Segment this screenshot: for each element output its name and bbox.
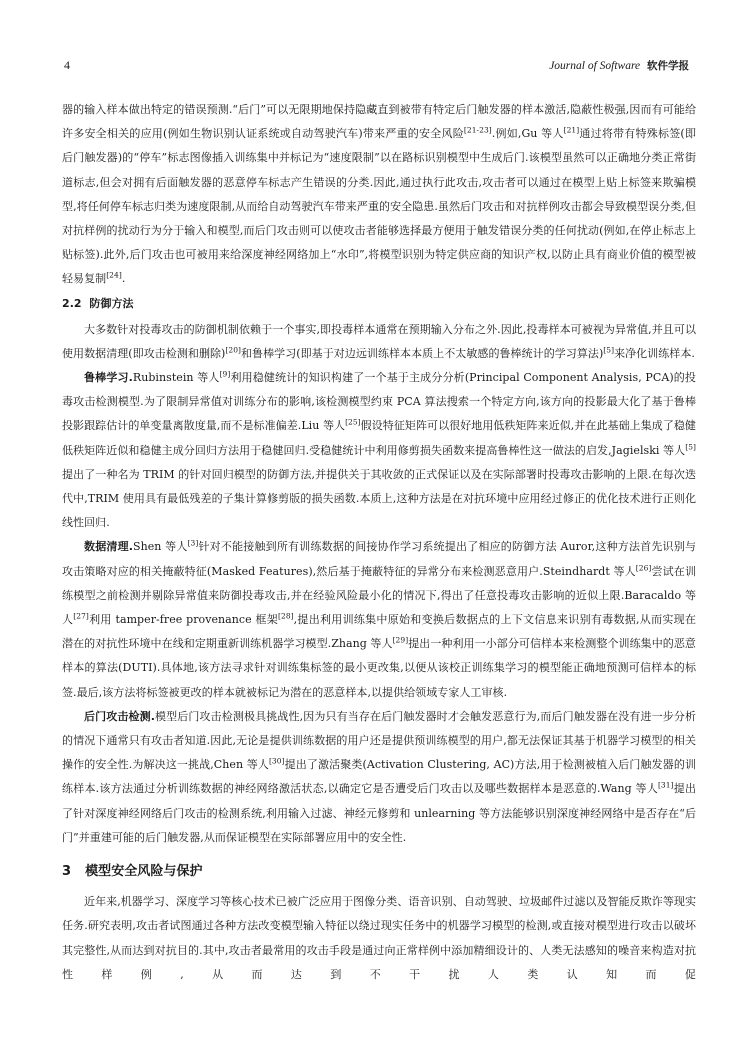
- citation: [31]: [657, 780, 674, 790]
- section-title: 模型安全风险与保护: [85, 864, 203, 880]
- subsection-title: 防御方法: [89, 296, 134, 310]
- text-run: 来净化训练样本.: [614, 346, 695, 360]
- text-run: 模型后门攻击检测极具挑战性,因为只有当存在后门触发器时才会触发恶意行为,而后门触发器在没有进一步分析的情况下通常只有攻击者知道.因此,无论是提供训练数据的用户还是提供预训练模型的用户,都无法保证其基于机器学习模型的相关操作的安全性.为解决这一挑战,Chen 等人: [62, 709, 697, 772]
- text-run: 提出了一种名为 TRIM 的针对回归模型的防御方法,并提供关于其收敛的正式保证以及在实际部署时投毒攻击影响的上限.在每次迭代中,TRIM 使用具有最低残差的子集计算修剪版的损失函数.本质上,这种方法是在对抗环境中应用经过修正的优化技术进行正则化线性回归.: [62, 467, 696, 530]
- run-in-heading: 鲁棒学习.: [84, 371, 133, 385]
- citation: [21-23]: [463, 125, 492, 135]
- run-in-heading: 后门攻击检测.: [84, 709, 155, 723]
- citation: [20]: [225, 345, 241, 355]
- text-run: 针对不能接触到所有训练数据的间接协作学习系统提出了相应的防御方法 Auror,这种方法首先识别与攻击策略对应的相关掩蔽特征(Masked Features),然后基于掩蔽特征的异常分布来检测恶意用户.Steindhardt 等人: [62, 540, 697, 578]
- text-run: 利用 tamper-free provenance 框架: [88, 613, 279, 627]
- paragraph-backdoor-detection: [62, 705, 696, 850]
- citation: [5]: [603, 345, 615, 355]
- text-run: 器的输入样本做出特定的错误预测.“后门”可以无限期地保持隐藏直到被带有特定后门触发器的样本激活,隐蔽性极强,因而有可能给许多安全相关的应用(例如生物识别认证系统或自动驾驶汽车)带来严重的安全风险: [62, 103, 696, 141]
- text-run: 提出了激活聚类(Activation Clustering, AC)方法,用于检测被植入后门触发器的训练样本.该方法通过分析训练数据的神经网络激活状态,以确定它是否遭受后门攻击以及哪些数据样本是恶意的.Wang 等人: [62, 758, 697, 796]
- paragraph-model-security: [62, 890, 696, 987]
- page-number: 4: [64, 58, 70, 72]
- journal-title-en: Journal of Software: [549, 60, 641, 72]
- paragraph-backdoor-intro: [62, 98, 696, 292]
- text-run: 利用稳健统计的知识构建了一个基于主成分分析(Principal Component Analysis, PCA)的投毒攻击检测模型.为了限制异常值对训练分布的影响,该检测模型约束 PCA 算法搜索一个特定方向,该方向的投影最大化了基于鲁棒投影跟踪估计的单变量离散度量,而不是标准偏差.Liu 等人: [62, 371, 696, 433]
- text-run: .例如,Gu 等人: [491, 127, 564, 141]
- citation: [30]: [268, 756, 285, 766]
- journal-title-cn: 软件学报: [647, 60, 689, 72]
- citation: [29]: [392, 635, 409, 645]
- paragraph-robust-learning: [62, 366, 696, 535]
- citation: [5]: [685, 441, 696, 451]
- paragraph-defense-overview: [62, 318, 696, 366]
- text-run: Shen 等人: [133, 540, 188, 554]
- text-run: 尝试在训练模型之前检测并剔除异常值来防御投毒攻击,并在经验风险最小化的情况下,得出了任意投毒攻击影响的近似上限.Baracaldo 等人: [62, 564, 697, 627]
- citation: [28]: [278, 611, 294, 621]
- text-run: 大多数针对投毒攻击的防御机制依赖于一个事实,即投毒样本通常在预期输入分布之外.因此,投毒样本可被视为异常值,并且可以使用数据清理(即攻击检测和删除): [62, 322, 696, 360]
- citation: [3]: [187, 538, 199, 548]
- text-run: 假设特征矩阵可以很好地用低秩矩阵来近似,并在此基础上集成了稳健低秩矩阵近似和稳健主成分回归方法用于稳健回归.受稳健统计中利用修剪损失函数来提高鲁棒性这一做法的启发,Jagielski 等人: [62, 419, 696, 457]
- paragraph-data-sanitization: [62, 535, 696, 704]
- text-run: ,提出利用训练集中原始和变换后数据点的上下文信息来识别有毒数据,从而实现在潜在的对抗性环境中在线和定期重新训练机器学习模型.Zhang 等人: [62, 613, 697, 651]
- text-run: Rubinstein 等人: [132, 371, 220, 385]
- citation: [25]: [345, 417, 361, 427]
- section-number: 3: [62, 864, 72, 880]
- text-run: 和鲁棒学习(即基于对边远训练样本本质上不太敏感的鲁棒统计的学习算法): [241, 346, 604, 360]
- text-run: 提出了针对深度神经网络后门攻击的检测系统,利用输入过滤、神经元修剪和 unlearning 等方法能够识别深度神经网络中是否存在“后门”并重建可能的后门触发器,从而保证模型在实际部署应用中的安全性.: [62, 782, 696, 844]
- subsection-number: 2.2: [62, 296, 82, 310]
- citation: [24]: [106, 270, 122, 280]
- page-body: [62, 98, 696, 987]
- citation: [27]: [73, 611, 89, 621]
- section-heading: [62, 860, 696, 884]
- running-header: [549, 58, 689, 73]
- citation: [9]: [219, 369, 231, 379]
- text-run: 提出一种利用一小部分可信样本来检测整个训练集中的恶意样本的算法(DUTI).具体地,该方法寻求针对训练集标签的最小更改集,以便从该校正训练集学习的模型能正确地预测可信样本的标签.最后,该方法将标签被更改的样本就被标记为潜在的恶意样本,以提供给领域专家人工审核.: [62, 637, 696, 699]
- text-run: .: [121, 272, 126, 286]
- subsection-heading: [62, 294, 696, 314]
- text-run: 通过将带有特殊标签(即后门触发器)的“停车”标志图像插入训练集中并标记为“速度限制”以在路标识别模型中生成后门.该模型虽然可以正确地分类正常街道标志,但会对拥有后面触发器的恶意停车标志产生错误的分类.因此,通过执行此攻击,攻击者可以通过在模型上贴上标签来欺骗模型,将任何停车标志归类为速度限制,从而给自动驾驶汽车带来严重的安全隐患.虽然后门攻击和对抗样例攻击都会导致模型误分类,但对抗样例的扰动行为分于输入和模型,而后门攻击则可以使攻击者能够选择最方便用于触发错误分类的任何扰动(例如,在停止标志上贴标签).此外,后门攻击也可被用来给深度神经网络加上“水印”,将模型识别为特定供应商的知识产权,以防止具有商业价值的模型被轻易复制: [62, 127, 697, 286]
- citation: [26]: [635, 563, 652, 572]
- citation: [21]: [563, 125, 580, 135]
- text-run: 近年来,机器学习、深度学习等核心技术已被广泛应用于图像分类、语音识别、自动驾驶、垃圾邮件过滤以及智能反欺诈等现实任务.研究表明,攻击者试图通过各种方法改变模型输入特征以绕过现实任务中的机器学习模型的检测,或直接对模型进行攻击以破坏其完整性,从而达到对抗目的.其中,攻击者最常用的攻击手段是通过向正常样例中添加精细设计的、人类无法感知的噪音来构造对抗性样例,从而达到不干扰人类认知而促: [62, 895, 696, 981]
- run-in-heading: 数据清理.: [84, 540, 134, 554]
